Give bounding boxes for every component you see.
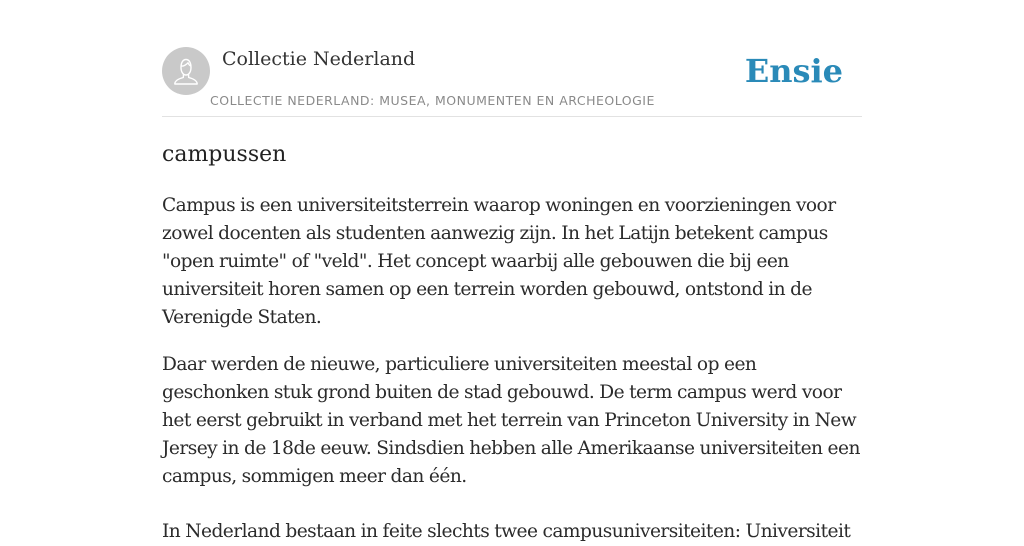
article-paragraph: In Nederland bestaan in feite slechts twee campusuniversiteiten: Universiteit: [162, 521, 851, 542]
article-body: [162, 192, 862, 546]
author-header: [162, 47, 862, 117]
author-subtitle: COLLECTIE NEDERLAND: MUSEA, MONUMENTEN EN ARCHEOLOGIE: [210, 93, 655, 108]
author-name-link[interactable]: Collectie Nederland: [222, 48, 416, 70]
author-avatar[interactable]: [162, 47, 210, 95]
user-silhouette-icon: [162, 47, 210, 95]
article-paragraph: Daar werden de nieuwe, particuliere universiteiten meestal op een geschonken stuk grond buiten de stad gebouwd. De term campus werd voor het eerst gebruikt in verband met het terrein van Princeton University in New Jersey in de 18de eeuw. Sindsdien hebben alle Amerikaanse universiteiten een campus, sommigen meer dan één.: [162, 354, 860, 487]
article-paragraph: Campus is een universiteitsterrein waarop woningen en voorzieningen voor zowel docenten als studenten aanwezig zijn. In het Latijn betekent campus "open ruimte" of "veld". Het concept waarbij alle gebouwen die bij een universiteit horen samen op een terrein worden gebouwd, ontstond in de Verenigde Staten.: [162, 195, 836, 328]
article-title: campussen: [162, 142, 287, 167]
ensie-logo[interactable]: Ensie: [744, 52, 843, 90]
